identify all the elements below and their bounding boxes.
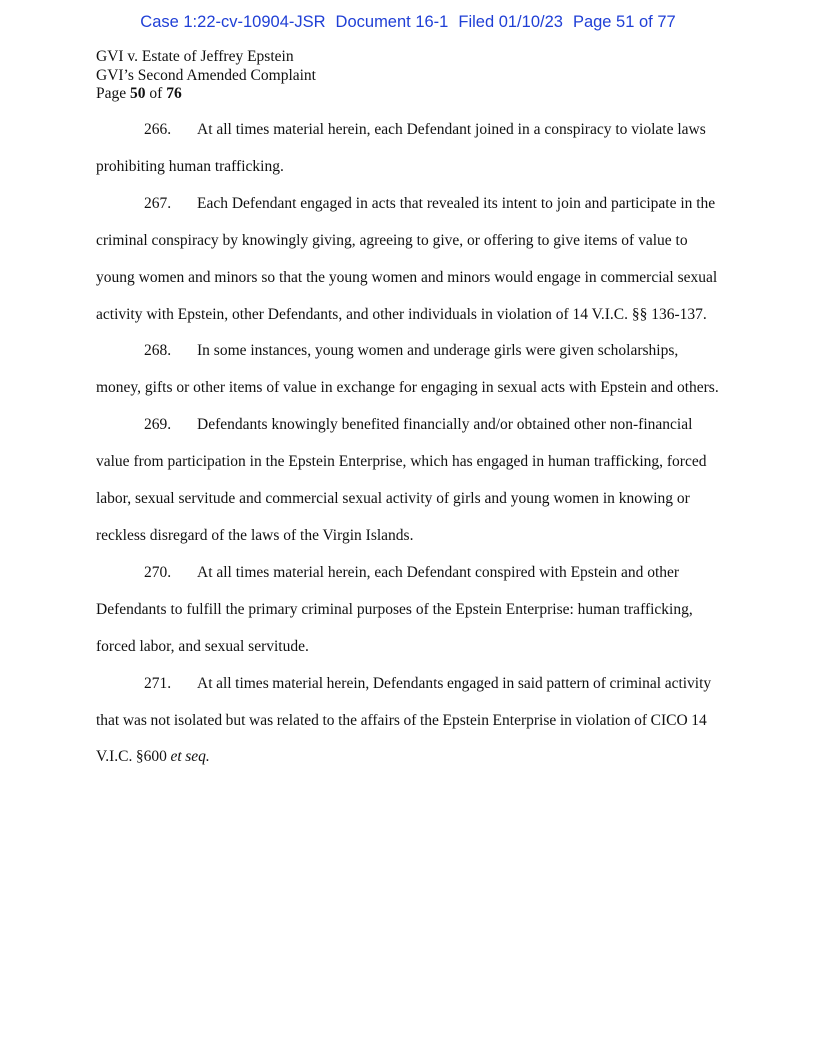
- document-title: GVI’s Second Amended Complaint: [96, 66, 316, 84]
- paragraph-text: Each Defendant engaged in acts that revealed its intent to join and participate in the criminal conspiracy by knowingly giving, agreeing to give, or offering to give items of value to young women and minors so that the young women and minors would engage in commercial sexual activity with Epstein, other Defendants, and other individuals in violation of 14 V.I.C. §§ 136-137.: [96, 194, 718, 323]
- paragraph-number: 266.: [144, 121, 172, 138]
- paragraph-267: [96, 186, 720, 334]
- paragraph-number: 271.: [144, 674, 172, 692]
- paragraph-271: [96, 666, 720, 777]
- paragraph-number: 268.: [144, 342, 172, 360]
- complaint-body: [96, 112, 720, 776]
- paragraph-266: [96, 112, 720, 186]
- paragraph-269: [96, 407, 720, 555]
- filed-date: Filed 01/10/23: [458, 13, 563, 31]
- filing-page-number: Page 51 of 77: [572, 13, 676, 31]
- document-number: Document 16-1: [335, 13, 449, 31]
- paragraph-text: At all times material herein, each Defendant joined in a conspiracy to violate laws prohibiting human trafficking.: [96, 121, 706, 175]
- case-title: GVI v. Estate of Jeffrey Epstein: [96, 48, 294, 65]
- page-indicator: Page 50 of 76: [96, 85, 182, 102]
- paragraph-number: 267.: [144, 194, 172, 212]
- paragraph-number: 269.: [144, 416, 172, 434]
- paragraph-text: At all times material herein, each Defendant conspired with Epstein and other Defendants to fulfill the primary criminal purposes of the Epstein Enterprise: human trafficking, forced labor, and sexual servitude.: [96, 563, 693, 655]
- et-seq-citation: et seq.: [170, 748, 210, 766]
- paragraph-text: Defendants knowingly benefited financially and/or obtained other non-financial value from participation in the Epstein Enterprise, which has engaged in human trafficking, forced labor, sexual servitude and commercial sexual activity of girls and young women in knowing or reckless disregard of the laws of the Virgin Islands.: [96, 416, 707, 544]
- paragraph-text: At all times material herein, Defendants engaged in said pattern of criminal activity that was not isolated but was related to the affairs of the Epstein Enterprise in violation of CICO 14 V.I.C. §600: [96, 674, 712, 766]
- document-caption: [96, 48, 316, 104]
- total-pages: 76: [166, 85, 182, 102]
- court-filing-header: [0, 13, 816, 32]
- current-page: 50: [130, 85, 146, 102]
- paragraph-text: In some instances, young women and underage girls were given scholarships, money, gifts or other items of value in exchange for engaging in sexual acts with Epstein and others.: [96, 342, 719, 397]
- paragraph-number: 270.: [144, 563, 172, 581]
- paragraph-270: [96, 555, 720, 666]
- paragraph-268: [96, 333, 720, 407]
- case-number: Case 1:22-cv-10904-JSR: [140, 13, 326, 31]
